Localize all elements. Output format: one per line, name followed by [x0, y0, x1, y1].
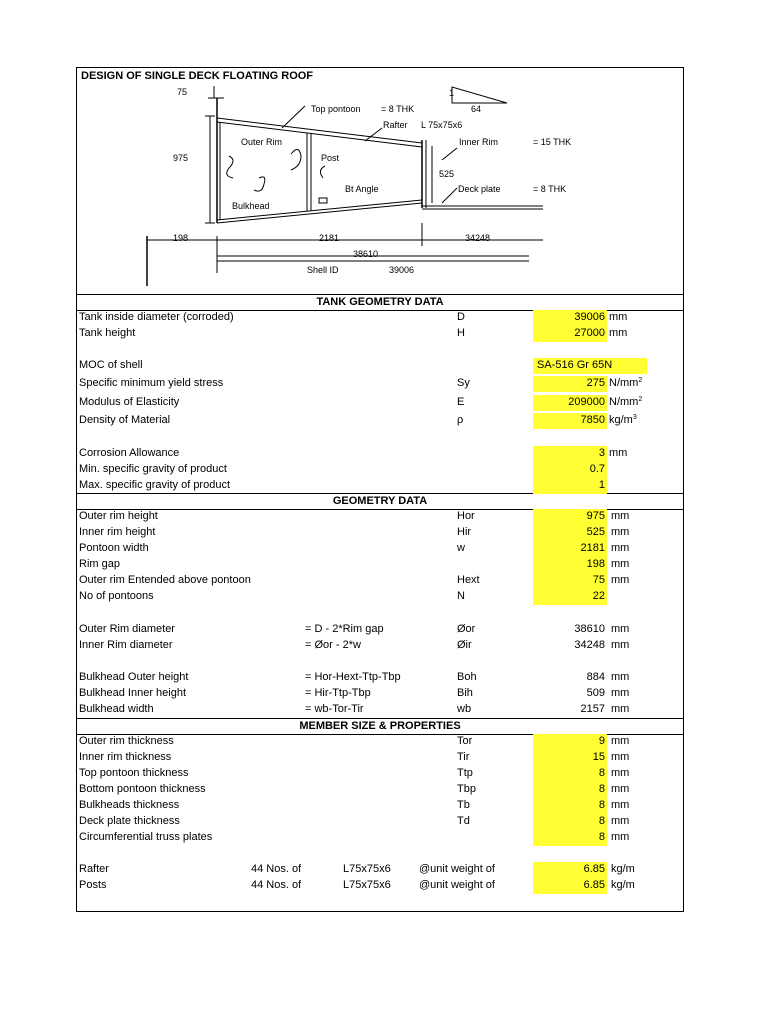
- row-label: Bulkhead Inner height: [79, 687, 187, 699]
- unit-exponent: 3: [632, 414, 637, 421]
- row-symbol: Tor: [457, 735, 473, 747]
- row-symbol: Øir: [457, 639, 472, 651]
- row-label: Bulkhead Outer height: [79, 671, 189, 683]
- top-pontoon-label: Top pontoon: [311, 104, 361, 114]
- row-symbol: ρ: [457, 414, 464, 426]
- row-symbol: Øor: [457, 623, 476, 635]
- row-unit: mm: [611, 671, 630, 683]
- dim-198: 198: [173, 233, 189, 243]
- row-label: Modulus of Elasticity: [79, 396, 180, 408]
- bt-angle-label: Bt Angle: [345, 184, 379, 194]
- row-formula: = Hor-Hext-Ttp-Tbp: [305, 671, 401, 683]
- row-label: Circumferential truss plates: [79, 831, 213, 843]
- row-unit: kg/m: [611, 879, 635, 891]
- dim-39006: 39006: [389, 265, 415, 275]
- row-symbol: D: [457, 311, 465, 323]
- row-label: Min. specific gravity of product: [79, 463, 227, 475]
- slope-run: 64: [471, 104, 482, 114]
- row-symbol: wb: [457, 703, 472, 715]
- row-label: Outer rim height: [79, 510, 158, 522]
- dim-34248: 34248: [465, 233, 491, 243]
- row-size: L75x75x6: [343, 863, 391, 875]
- shell-id-label: Shell ID: [307, 265, 339, 275]
- section-tank-header: TANK GEOMETRY DATA: [316, 296, 444, 308]
- row-formula: = Hir-Ttp-Tbp: [305, 687, 371, 699]
- dim-525: 525: [439, 169, 455, 179]
- row-formula: = D - 2*Rim gap: [305, 623, 384, 635]
- row-unit: mm: [611, 703, 630, 715]
- inner-rim-value: = 15 THK: [533, 137, 572, 147]
- outer-rim-label: Outer Rim: [241, 137, 283, 147]
- row-symbol: Boh: [457, 671, 477, 683]
- row-value: 9: [598, 735, 605, 747]
- row-value: 198: [586, 558, 605, 570]
- row-unit: mm: [609, 327, 628, 339]
- row-value: 22: [592, 590, 605, 602]
- row-label: Outer Rim diameter: [79, 623, 175, 635]
- row-unit: mm: [611, 542, 630, 554]
- row-symbol: Hext: [457, 574, 480, 586]
- row-unit: mm: [611, 735, 630, 747]
- rafter-label: Rafter: [383, 120, 408, 130]
- row-label: Outer rim Entended above pontoon: [79, 574, 251, 586]
- deck-plate-value: = 8 THK: [533, 184, 567, 194]
- unit-exponent: 2: [638, 377, 643, 384]
- calculation-sheet: [76, 67, 684, 912]
- drawing-lines: [77, 68, 683, 286]
- row-label: Bulkheads thickness: [79, 799, 180, 811]
- row-size: L75x75x6: [343, 879, 391, 891]
- row-value: 34248: [574, 639, 605, 651]
- row-value: 209000: [568, 396, 605, 408]
- row-label: Top pontoon thickness: [79, 767, 189, 779]
- row-unit: mm: [609, 311, 628, 323]
- row-unit-weight-label: @unit weight of: [419, 863, 495, 875]
- row-value: 6.85: [583, 863, 605, 875]
- row-label: Inner Rim diameter: [79, 639, 173, 651]
- row-unit: mm: [611, 558, 630, 570]
- row-value: SA-516 Gr 65N: [537, 359, 613, 371]
- top-pontoon-value: = 8 THK: [381, 104, 415, 114]
- row-symbol: w: [457, 542, 465, 554]
- dim-975: 975: [173, 153, 189, 163]
- row-unit: mm: [611, 751, 630, 763]
- row-value: 0.7: [589, 463, 605, 475]
- row-symbol: Td: [457, 815, 470, 827]
- row-label: Max. specific gravity of product: [79, 479, 231, 491]
- row-unit: mm: [611, 831, 630, 843]
- slope-rise: 1: [449, 88, 455, 98]
- row-symbol: Hir: [457, 526, 472, 538]
- row-quantity: 44 Nos. of: [251, 879, 302, 891]
- roof-section-drawing: [77, 68, 683, 286]
- dim-2181: 2181: [319, 233, 340, 243]
- row-label: Rim gap: [79, 558, 120, 570]
- row-value: 975: [586, 510, 605, 522]
- row-symbol: Sy: [457, 377, 470, 389]
- row-value: 39006: [574, 311, 605, 323]
- row-label: MOC of shell: [79, 359, 143, 371]
- dim-75: 75: [177, 87, 188, 97]
- row-label: Posts: [79, 879, 107, 891]
- row-symbol: Hor: [457, 510, 475, 522]
- row-unit: mm: [611, 687, 630, 699]
- row-formula: = Øor - 2*w: [305, 639, 361, 651]
- row-value: 509: [586, 687, 605, 699]
- section-geometry-header: GEOMETRY DATA: [332, 495, 428, 507]
- inner-rim-label: Inner Rim: [459, 137, 499, 147]
- row-label: Inner rim thickness: [79, 751, 172, 763]
- row-value: 8: [598, 831, 605, 843]
- row-value: 38610: [574, 623, 605, 635]
- bulkhead-label: Bulkhead: [232, 201, 270, 211]
- section-member-header: MEMBER SIZE & PROPERTIES: [299, 720, 461, 732]
- divider: [77, 718, 683, 719]
- post-label: Post: [321, 153, 340, 163]
- row-unit: mm: [611, 783, 630, 795]
- row-unit: mm: [611, 574, 630, 586]
- row-value: 1: [598, 479, 605, 491]
- row-value: 884: [586, 671, 605, 683]
- row-label: Tank inside diameter (corroded): [79, 311, 234, 323]
- deck-plate-label: Deck plate: [458, 184, 501, 194]
- row-symbol: Tbp: [457, 783, 476, 795]
- row-symbol: Ttp: [457, 767, 473, 779]
- row-symbol: Tir: [457, 751, 470, 763]
- row-unit: kg/m: [611, 863, 635, 875]
- row-label: Tank height: [79, 327, 136, 339]
- row-value: 15: [592, 751, 605, 763]
- row-label: Density of Material: [79, 414, 171, 426]
- unit-exponent: 2: [638, 396, 643, 403]
- row-unit-weight-label: @unit weight of: [419, 879, 495, 891]
- row-unit: mm: [611, 799, 630, 811]
- row-unit: mm: [611, 623, 630, 635]
- row-value: 6.85: [583, 879, 605, 891]
- row-symbol: Tb: [457, 799, 470, 811]
- row-formula: = wb-Tor-Tir: [305, 703, 364, 715]
- row-value: 27000: [574, 327, 605, 339]
- row-unit: $N/mm^2$: [609, 377, 643, 389]
- row-unit: mm: [609, 447, 628, 459]
- row-value: 8: [598, 767, 605, 779]
- row-value: 275: [586, 377, 605, 389]
- row-unit: $N/mm^2$: [609, 396, 643, 408]
- row-symbol: E: [457, 396, 465, 408]
- row-value: 2157: [580, 703, 605, 715]
- row-value: 7850: [580, 414, 605, 426]
- row-label: Corrosion Allowance: [79, 447, 180, 459]
- row-label: Rafter: [79, 863, 109, 875]
- sheet-title: DESIGN OF SINGLE DECK FLOATING ROOF: [81, 70, 314, 82]
- row-unit: mm: [611, 526, 630, 538]
- row-value: 75: [592, 574, 605, 586]
- row-unit: mm: [611, 510, 630, 522]
- rafter-value: L 75x75x6: [421, 120, 463, 130]
- row-quantity: 44 Nos. of: [251, 863, 302, 875]
- row-label: Bottom pontoon thickness: [79, 783, 206, 795]
- row-label: No of pontoons: [79, 590, 154, 602]
- row-value: 2181: [580, 542, 605, 554]
- row-label: Inner rim height: [79, 526, 156, 538]
- row-value: 8: [598, 799, 605, 811]
- row-unit: mm: [611, 639, 630, 651]
- row-symbol: H: [457, 327, 465, 339]
- row-symbol: N: [457, 590, 465, 602]
- row-unit: $kg/m^3$: [609, 414, 637, 426]
- row-label: Specific minimum yield stress: [79, 377, 224, 389]
- row-label: Bulkhead width: [79, 703, 154, 715]
- row-label: Pontoon width: [79, 542, 149, 554]
- row-value: 525: [586, 526, 605, 538]
- row-label: Deck plate thickness: [79, 815, 180, 827]
- dim-38610: 38610: [353, 249, 379, 259]
- row-value: 8: [598, 783, 605, 795]
- row-symbol: Bih: [457, 687, 473, 699]
- row-label: Outer rim thickness: [79, 735, 174, 747]
- row-unit: mm: [611, 767, 630, 779]
- row-value: 3: [598, 447, 605, 459]
- row-value: 8: [598, 815, 605, 827]
- row-unit: mm: [611, 815, 630, 827]
- divider: [77, 294, 683, 295]
